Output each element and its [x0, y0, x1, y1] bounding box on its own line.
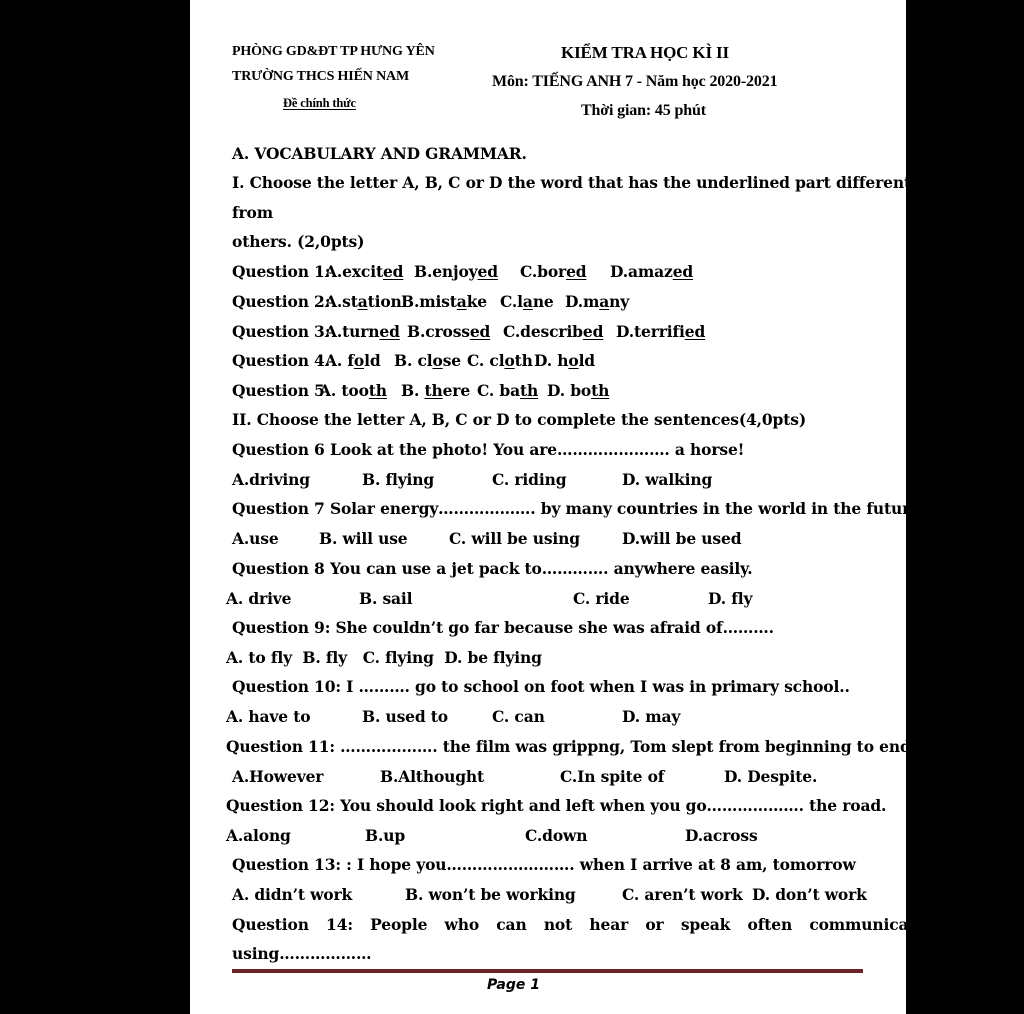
- question-2: [232, 292, 630, 311]
- question-11: Question 11: ………………. the film was grippng, Tom slept from beginning to end.: [226, 737, 916, 756]
- q8-option-d: D. fly: [708, 589, 753, 608]
- q9-options: A. to fly B. fly C. flying D. be flying: [226, 648, 542, 667]
- question-7: Question 7 Solar energy………………. by many countries in the world in the future.: [232, 499, 926, 518]
- q7-option-c: C. will be using: [449, 529, 580, 548]
- part1-instruction-line1: I. Choose the letter A, B, C or D the word that has the underlined part different: [232, 173, 911, 192]
- question-9: Question 9: She couldn’t go far because she was afraid of……….: [232, 618, 774, 637]
- q12-option-c: C.down: [525, 826, 588, 845]
- question-label: Question 3:: [232, 322, 331, 341]
- question-12: Question 12: You should look right and left when you go………………. the road.: [226, 796, 887, 815]
- q8-option-c: C. ride: [573, 589, 630, 608]
- q11-option-a: A.However: [232, 767, 324, 786]
- q10-option-d: D. may: [622, 707, 681, 726]
- q10-option-b: B. used to: [362, 707, 448, 726]
- option-c: C.described: [503, 322, 604, 341]
- option-b: B.crossed: [407, 322, 491, 341]
- part1-instruction-line2: from: [232, 203, 273, 222]
- option-d: D. hold: [534, 351, 595, 370]
- question-14-continued: using………………: [232, 944, 372, 963]
- department-name: PHÒNG GD&ĐT TP HƯNG YÊN: [232, 44, 435, 59]
- q6-option-b: B. flying: [362, 470, 435, 489]
- option-d: D.terrified: [616, 322, 706, 341]
- q13-option-b: B. won’t be working: [405, 885, 576, 904]
- exam-subject: Môn: TIẾNG ANH 7 - Năm học 2020-2021: [492, 73, 778, 90]
- option-a: A.station: [325, 292, 402, 311]
- q6-option-c: C. riding: [492, 470, 567, 489]
- question-13: Question 13: : I hope you……………………. when I arrive at 8 am, tomorrow: [232, 855, 856, 874]
- question-4: [232, 351, 595, 370]
- exam-page: [190, 0, 926, 1014]
- q12-option-a: A.along: [226, 826, 291, 845]
- q7-option-d: D.will be used: [622, 529, 742, 548]
- option-c: C.lane: [500, 292, 554, 311]
- option-a: A. fold: [325, 351, 381, 370]
- page-label: Page: [487, 977, 526, 993]
- option-c: C.bored: [520, 262, 587, 281]
- q12-option-d: D.across: [685, 826, 758, 845]
- page-num: 1: [530, 977, 540, 993]
- option-d: D. both: [547, 381, 610, 400]
- question-14: Question 14: People who can not hear or speak often communicate: [232, 915, 926, 934]
- question-label: Question 4.: [232, 351, 330, 370]
- question-label: Question 2:: [232, 292, 331, 311]
- part2-instruction: II. Choose the letter A, B, C or D to complete the sentences(4,0pts): [232, 410, 807, 429]
- q7-option-b: B. will use: [319, 529, 408, 548]
- question-6: Question 6 Look at the photo! You are…………………. a horse!: [232, 440, 745, 459]
- option-a: A.turned: [325, 322, 400, 341]
- option-d: D.many: [565, 292, 630, 311]
- question-3: [232, 322, 706, 341]
- q10-option-c: C. can: [492, 707, 545, 726]
- q11-option-b: B.Althought: [380, 767, 485, 786]
- question-label: Question 1:: [232, 262, 331, 281]
- page-number: [487, 977, 540, 993]
- option-b: B. there: [401, 381, 471, 400]
- q7-option-a: A.use: [232, 529, 279, 548]
- option-a: A.excited: [325, 262, 404, 281]
- q13-option-d: D. don’t work: [752, 885, 867, 904]
- section-a-heading: A. VOCABULARY AND GRAMMAR.: [232, 144, 527, 163]
- option-a: A. tooth: [319, 381, 387, 400]
- question-5: [232, 381, 610, 400]
- q13-option-a: A. didn’t work: [232, 885, 353, 904]
- option-c: C. bath: [477, 381, 539, 400]
- q8-option-b: B. sail: [359, 589, 413, 608]
- official-label: Đề chính thức: [283, 96, 356, 110]
- q8-option-a: A. drive: [226, 589, 292, 608]
- question-10: Question 10: I ………. go to school on foot when I was in primary school..: [232, 677, 850, 696]
- option-b: B.enjoyed: [414, 262, 498, 281]
- question-label: Question 5: [232, 381, 325, 400]
- q13-option-c: C. aren’t work: [622, 885, 743, 904]
- school-name: TRƯỜNG THCS HIẾN NAM: [232, 69, 410, 84]
- q11-option-d: D. Despite.: [724, 767, 818, 786]
- q12-option-b: B.up: [365, 826, 406, 845]
- option-b: B.mistake: [401, 292, 487, 311]
- exam-time: Thời gian: 45 phút: [581, 102, 706, 119]
- question-8: Question 8 You can use a jet pack to…………. anywhere easily.: [232, 559, 753, 578]
- question-1: [232, 262, 694, 281]
- q11-option-c: C.In spite of: [560, 767, 665, 786]
- exam-title: KIỂM TRA HỌC KÌ II: [561, 43, 729, 62]
- q6-option-d: D. walking: [622, 470, 713, 489]
- footer-rule: [232, 969, 863, 973]
- option-b: B. close: [394, 351, 461, 370]
- option-c: C. cloth: [467, 351, 533, 370]
- option-d: D.amazed: [610, 262, 694, 281]
- part1-instruction-line3: others. (2,0pts): [232, 232, 365, 251]
- q6-option-a: A.driving: [232, 470, 310, 489]
- q10-option-a: A. have to: [226, 707, 311, 726]
